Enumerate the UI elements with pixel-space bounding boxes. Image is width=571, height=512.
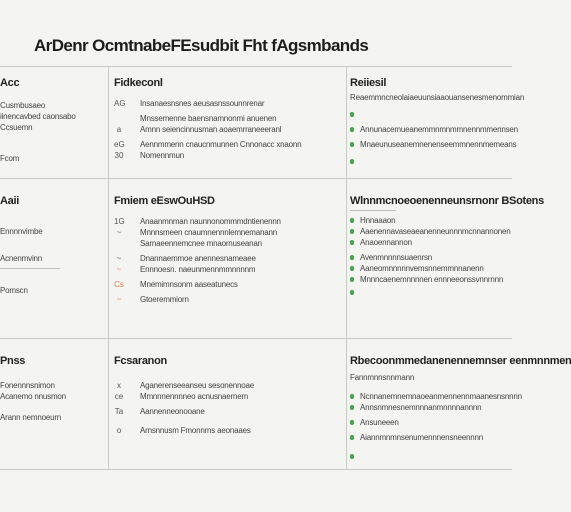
col2-row3 — [114, 354, 342, 436]
item-text: Anaoennannon — [360, 238, 412, 247]
check-icon — [350, 420, 354, 425]
item-text: Aaneomnnnnnvemsnnemmnnanenn — [360, 264, 484, 273]
marker: eG — [114, 140, 125, 149]
check-icon — [350, 405, 354, 410]
grid-divider — [0, 66, 512, 67]
item-text: Annunacemueanemmnmnmmnennmmennsen — [360, 125, 518, 134]
col1-text: iinencavbed caonsabo — [0, 112, 76, 121]
col1-text: Arann nemnoeurn — [0, 413, 62, 422]
marker: ~ — [116, 295, 122, 304]
item-text: Mnssemenne baensnamnonmi anuenen — [140, 114, 277, 123]
check-icon — [350, 290, 354, 295]
col3-subheading: Fannmnnsnnrnann — [350, 373, 415, 382]
col1-text: Acnenmvinn — [0, 254, 43, 263]
marker: Cs — [114, 280, 124, 289]
check-icon — [350, 127, 354, 132]
check-icon — [350, 159, 354, 164]
item-text: Mmnnnennnneo acnusnaernem — [140, 392, 248, 401]
item-text: Ennnoesn. naeunmennmmnnnnm — [140, 265, 256, 274]
grid-divider — [108, 66, 109, 470]
col1-text: Fonennnsnimon — [0, 381, 55, 390]
item-text: Mnemimnsonm aaseatunecs — [140, 280, 238, 289]
check-icon — [350, 255, 354, 260]
col1-text: Ccsuemn — [0, 123, 33, 132]
grid-divider — [0, 469, 512, 470]
item-text: Aaenennavaseaeanenneunnnmcnnannonen — [360, 227, 511, 236]
col1-text: Ennnnvimbe — [0, 227, 43, 236]
marker: ~ — [116, 265, 122, 274]
item-text: Aganerenseeanseu sesonennoae — [140, 381, 255, 390]
col1-row3-heading: Pnss — [0, 355, 26, 367]
item-text: Aannenneonooane — [140, 407, 205, 416]
item-text: Nomennmun — [140, 151, 185, 160]
check-icon — [350, 394, 354, 399]
document-title: ArDenr OcmtnabeFEsudbit Fht fAgsmbands — [34, 36, 369, 55]
col1-row2 — [0, 194, 104, 296]
item-text: Aiannmnmnsenumennnensneennnn — [360, 433, 483, 442]
check-icon — [350, 277, 354, 282]
item-text: Aennmmenn cnaucnmunnen Cnnonacc xnaonn — [140, 140, 302, 149]
marker: o — [116, 426, 122, 435]
check-icon — [350, 240, 354, 245]
item-text: Insanaesnsnes aeusasnssounnrenar — [140, 99, 265, 108]
col3-row1 — [350, 76, 525, 167]
check-icon — [350, 112, 354, 117]
item-text: Sarnaeennemcnee mnaornuseanan — [140, 239, 262, 248]
item-text: Mnnncaenemnnnnen ennneeonssvnnrnnn — [360, 275, 504, 284]
check-icon — [350, 229, 354, 234]
item-text: Ansuneeen — [360, 418, 399, 427]
marker: x — [117, 381, 121, 390]
check-icon — [350, 142, 354, 147]
col2-row2 — [114, 194, 342, 305]
col3-row2-heading: Wlnnmcnoeoenenneunsrnonr BSotens — [350, 195, 544, 207]
col2-row2-heading: Fmiem eEswOuHSD — [114, 195, 215, 207]
assessment-grid — [0, 66, 571, 470]
col1-text: Fcom — [0, 154, 20, 163]
col1-row1-heading: Acc — [0, 77, 20, 89]
col2-row1-heading: Fidkeconl — [114, 77, 163, 89]
marker: Ta — [114, 407, 124, 416]
col3-row2 — [350, 194, 544, 298]
col1-row3 — [0, 354, 104, 423]
col1-text: Acanemo nnusmon — [0, 392, 66, 401]
col1-row2-heading: Aaii — [0, 195, 19, 207]
check-icon — [350, 454, 354, 459]
item-text: Annsnmnesnemnnnanmnnnnannnn — [360, 403, 482, 412]
col2-row1 — [114, 76, 342, 161]
col3-subheading: Reaemmncneolaiaeuunsiaaouansenesmenommian — [350, 93, 525, 102]
marker: ~ — [116, 254, 122, 263]
item-text: Avenmnnnnsuaenrsn — [360, 253, 433, 262]
item-text: Mnnnsmeen cnaumnennnlemnemanann — [140, 228, 278, 237]
check-icon — [350, 266, 354, 271]
item-text: Dnannaemmoe anennesnameaee — [140, 254, 256, 263]
marker: ~ — [116, 228, 122, 237]
grid-divider — [0, 178, 512, 179]
check-icon — [350, 218, 354, 223]
item-text: Amnn seiencinnusman aoaemrraneeeranl — [140, 125, 282, 134]
col3-row3-heading: Rbecoonmmedanenennemnser eenmnnmen — [350, 355, 571, 367]
marker: ce — [114, 392, 124, 401]
check-icon — [350, 435, 354, 440]
col1-text: Cusmbusaeo — [0, 101, 46, 110]
col1-row1 — [0, 76, 104, 164]
grid-divider — [346, 66, 347, 470]
item-text: Mnaeunuseanemnenenseemmnennmemeans — [360, 140, 517, 149]
col2-row3-heading: Fcsaranon — [114, 355, 167, 367]
marker: a — [116, 125, 122, 134]
col1-text: Pomscn — [0, 286, 28, 295]
marker: 1G — [114, 217, 125, 226]
col3-subheading: Hnnaaaon — [360, 216, 396, 225]
item-text: Gtoeremmiorn — [140, 295, 189, 304]
marker: AG — [114, 99, 126, 108]
marker: 30 — [114, 151, 124, 160]
col3-row1-heading: Reiiesil — [350, 77, 387, 89]
item-text: Arnsnnusm Fmonnrns aeonaaes — [140, 426, 251, 435]
col3-row3 — [350, 354, 571, 462]
item-text: Anaanmnman naunnonommmdntienennn — [140, 217, 281, 226]
item-text: Ncnnanemnemnaoeanmennennmaanesnsnnnn — [360, 392, 522, 401]
grid-divider — [0, 338, 512, 339]
